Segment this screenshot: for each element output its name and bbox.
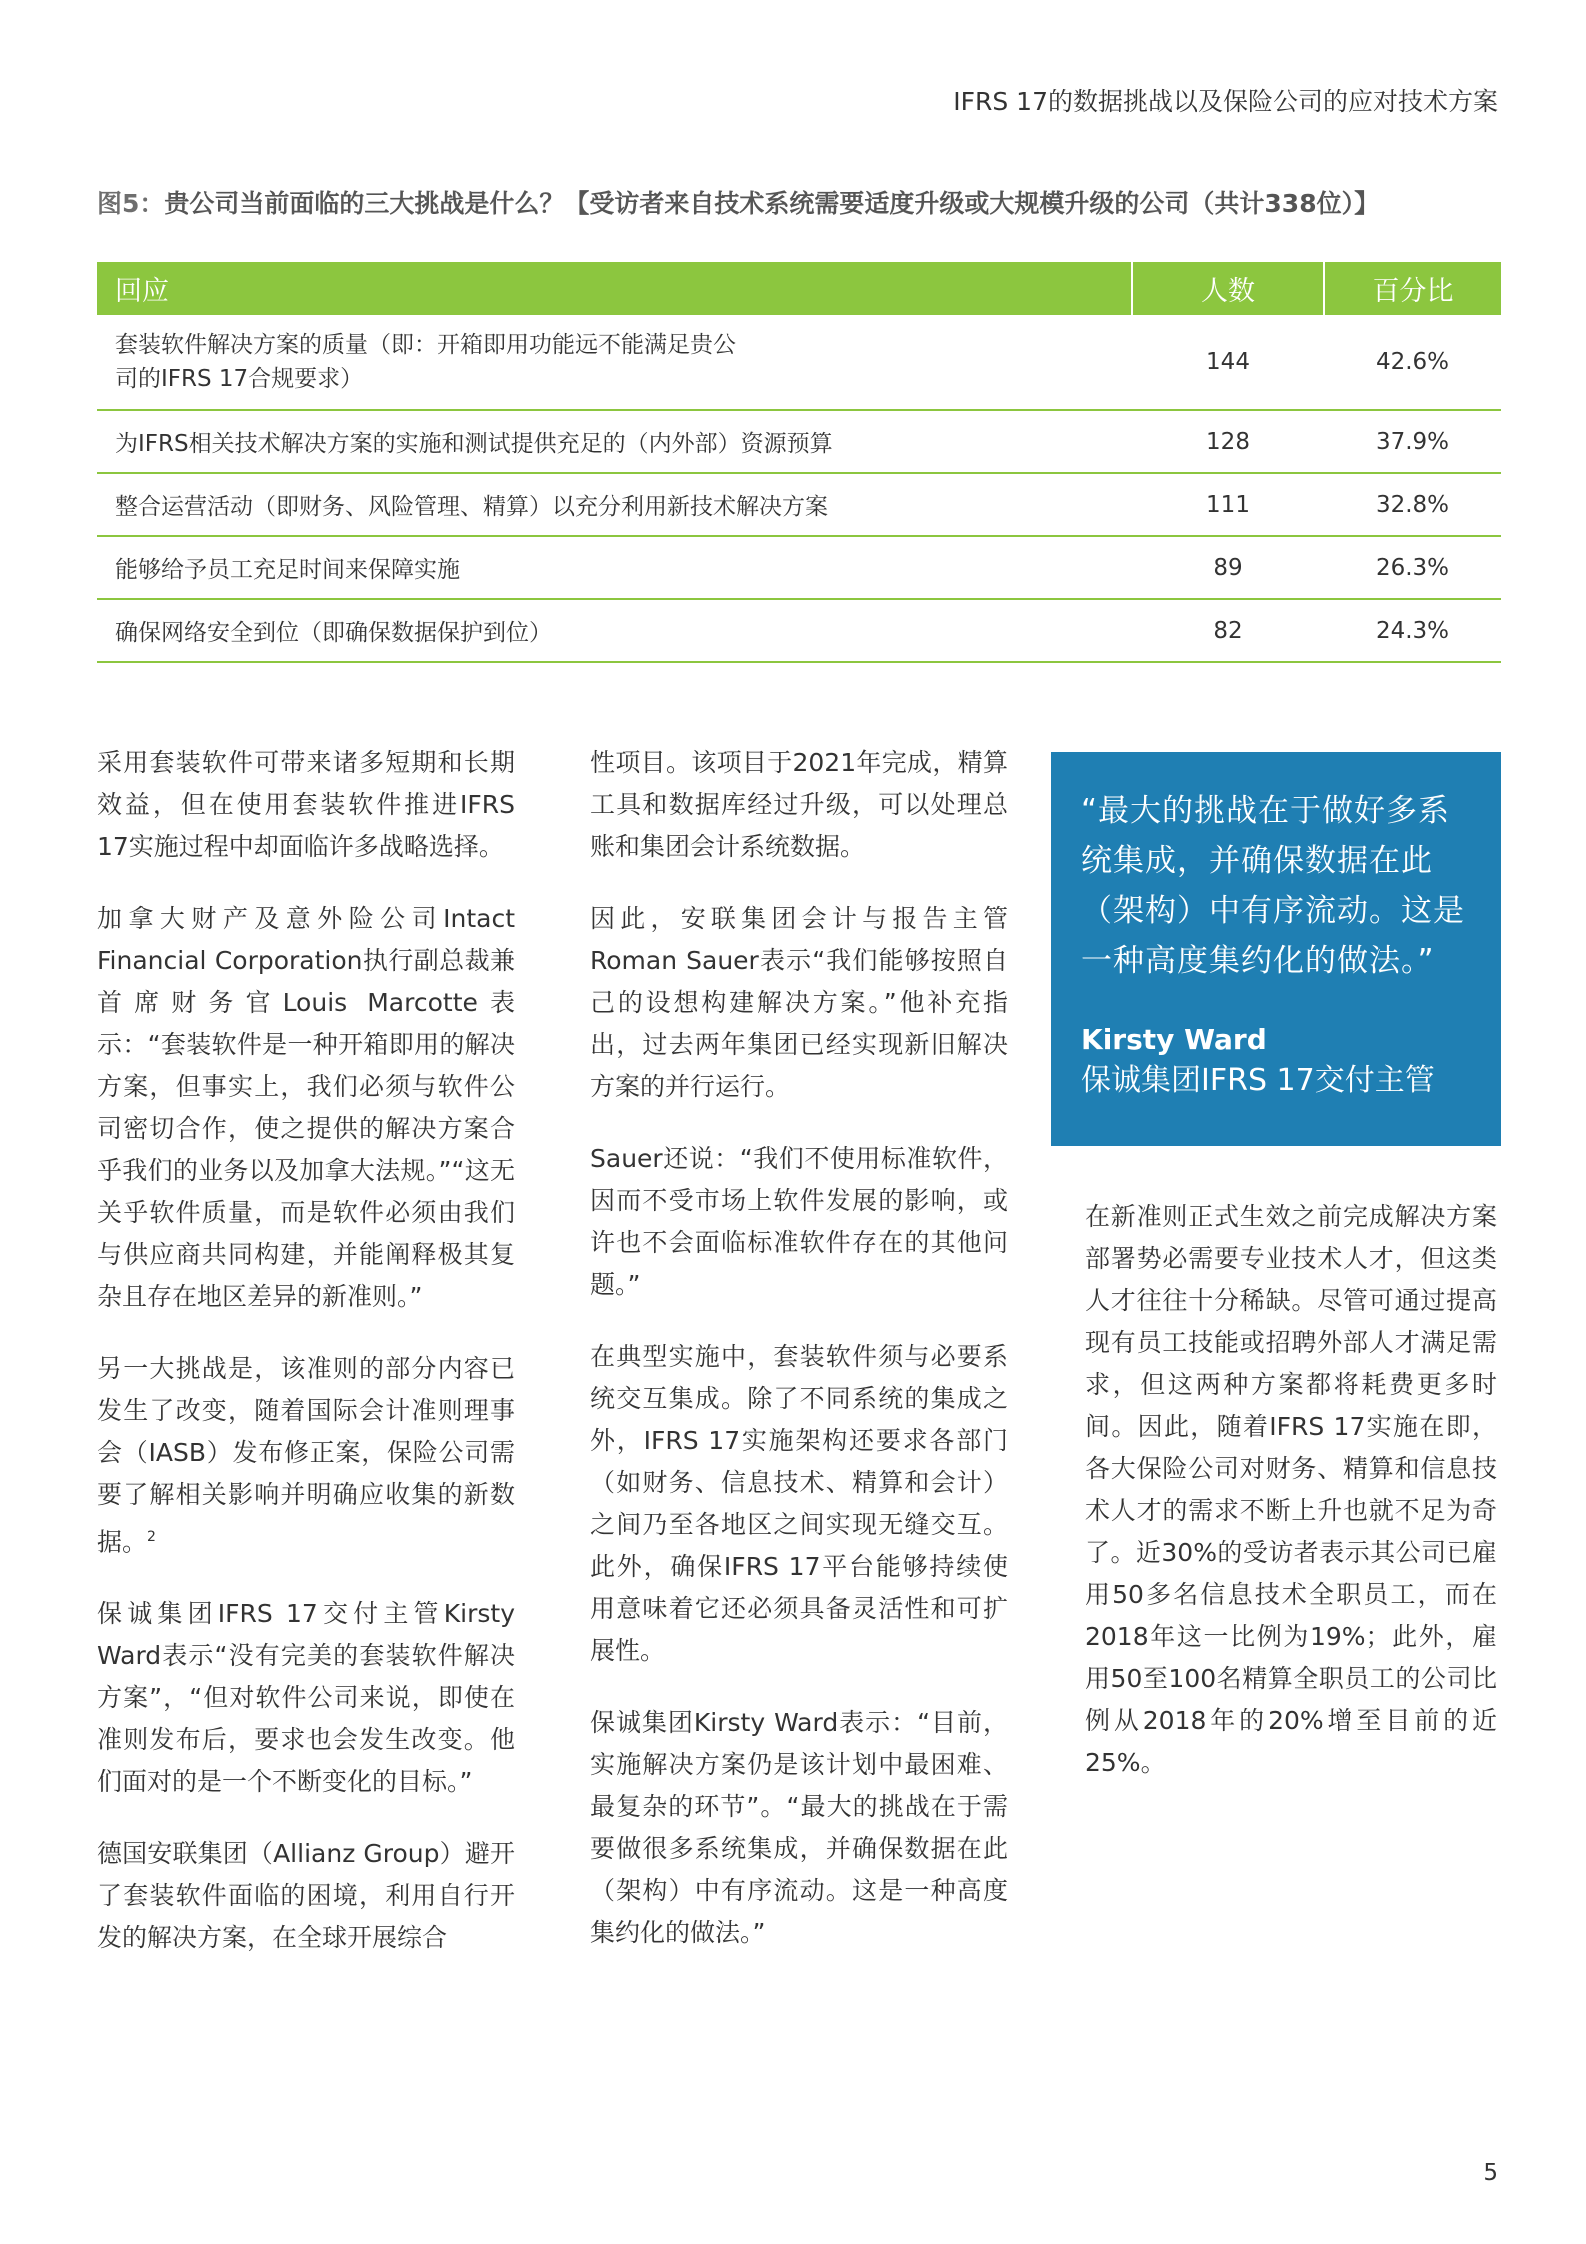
row-response: 确保网络安全到位（即确保数据保护到位） xyxy=(97,599,1132,662)
quote-text: “最大的挑战在于做好多系统集成，并确保数据在此（架构）中有序流动。这是一种高度集约化的做法。” xyxy=(1081,793,1465,979)
row-count: 128 xyxy=(1132,410,1324,473)
quote-author: Kirsty Ward xyxy=(1081,1023,1267,1056)
table-row xyxy=(97,473,1501,536)
row-count: 144 xyxy=(1132,315,1324,410)
table-row xyxy=(97,536,1501,599)
figure-label: 图5： xyxy=(97,189,165,218)
paragraph: 性项目。该项目于2021年完成，精算工具和数据库经过升级，可以处理总账和集团会计系统数据。 xyxy=(590,748,1008,861)
body-column-1 xyxy=(97,742,515,1989)
paragraph: Sauer还说：“我们不使用标准软件，因而不受市场上软件发展的影响，或许也不会面临标准软件存在的其他问题。” xyxy=(590,1144,1008,1299)
figure-caption: 贵公司当前面临的三大挑战是什么？【受访者来自技术系统需要适度升级或大规模升级的公司（共计338位）】 xyxy=(164,189,1380,218)
paragraph-text: 另一大挑战是，该准则的部分内容已发生了改变，随着国际会计准则理事会（IASB）发布修正案，保险公司需要了解相关影响并明确应收集的新数据。 xyxy=(97,1354,515,1557)
page-number: 5 xyxy=(1483,2160,1498,2186)
footnote-ref: 2 xyxy=(147,1529,156,1545)
figure-title xyxy=(97,184,1379,220)
body-column-2 xyxy=(590,742,1008,1984)
row-response: 能够给予员工充足时间来保障实施 xyxy=(97,536,1132,599)
row-count: 89 xyxy=(1132,536,1324,599)
row-percent: 42.6% xyxy=(1324,315,1501,410)
paragraph: 因此，安联集团会计与报告主管Roman Sauer表示“我们能够按照自己的设想构建解决方案。”他补充指出，过去两年集团已经实现新旧解决方案的并行运行。 xyxy=(590,904,1008,1101)
response-table xyxy=(97,262,1501,663)
row-percent: 32.8% xyxy=(1324,473,1501,536)
pull-quote xyxy=(1051,752,1501,1146)
row-count: 111 xyxy=(1132,473,1324,536)
paragraph: 在典型实施中，套装软件须与必要系统交互集成。除了不同系统的集成之外，IFRS 17实施架构还要求各部门（如财务、信息技术、精算和会计）之间乃至各地区之间实现无缝交互。此外，确保IFRS 17平台能够持续使用意味着它还必须具备灵活性和可扩展性。 xyxy=(590,1342,1008,1665)
col-header-count: 人数 xyxy=(1132,262,1324,315)
table-row xyxy=(97,315,1501,410)
paragraph: 采用套装软件可带来诸多短期和长期效益，但在使用套装软件推进IFRS 17实施过程中却面临许多战略选择。 xyxy=(97,748,515,861)
table-row xyxy=(97,410,1501,473)
col-header-percent: 百分比 xyxy=(1324,262,1501,315)
running-header: IFRS 17的数据挑战以及保险公司的应对技术方案 xyxy=(953,87,1498,116)
row-response: 套装软件解决方案的质量（即：开箱即用功能远不能满足贵公司的IFRS 17合规要求） xyxy=(97,315,1132,410)
paragraph: 保诚集团Kirsty Ward表示：“目前，实施解决方案仍是该计划中最困难、最复杂的环节”。“最大的挑战在于需要做很多系统集成，并确保数据在此（架构）中有序流动。这是一种高度集约化的做法。” xyxy=(590,1708,1008,1947)
row-percent: 37.9% xyxy=(1324,410,1501,473)
body-column-3 xyxy=(1085,1196,1497,1814)
row-response: 为IFRS相关技术解决方案的实施和测试提供充足的（内外部）资源预算 xyxy=(97,410,1132,473)
quote-author-role: 保诚集团IFRS 17交付主管 xyxy=(1081,1063,1435,1098)
paragraph xyxy=(97,1348,515,1563)
paragraph: 保诚集团IFRS 17交付主管Kirsty Ward表示“没有完美的套装软件解决方案”，“但对软件公司来说，即使在准则发布后，要求也会发生改变。他们面对的是一个不断变化的目标。” xyxy=(97,1599,515,1797)
table-row xyxy=(97,599,1501,662)
row-count: 82 xyxy=(1132,599,1324,662)
paragraph: 加拿大财产及意外险公司Intact Financial Corporation执行副总裁兼首席财务官Louis Marcotte表示：“套装软件是一种开箱即用的解决方案，但事实上，我们必须与软件公司密切合作，使之提供的解决方案合乎我们的业务以及加拿大法规。”“这无关乎软件质量，而是软件必须由我们与供应商共同构建，并能阐释极其复杂且存在地区差异的新准则。” xyxy=(97,904,515,1311)
paragraph: 在新准则正式生效之前完成解决方案部署势必需要专业技术人才，但这类人才往往十分稀缺。尽管可通过提高现有员工技能或招聘外部人才满足需求，但这两种方案都将耗费更多时间。因此，随着IFRS 17实施在即，各大保险公司对财务、精算和信息技术人才的需求不断上升也就不足为奇了。近30%的受访者表示其公司已雇用50多名信息技术全职员工，而在2018年这一比例为19%；此外，雇用50至100名精算全职员工的公司比例从2018年的20%增至目前的近25%。 xyxy=(1085,1202,1497,1777)
row-percent: 24.3% xyxy=(1324,599,1501,662)
paragraph: 德国安联集团（Allianz Group）避开了套装软件面临的困境，利用自行开发的解决方案，在全球开展综合 xyxy=(97,1839,515,1953)
row-response: 整合运营活动（即财务、风险管理、精算）以充分利用新技术解决方案 xyxy=(97,473,1132,536)
row-percent: 26.3% xyxy=(1324,536,1501,599)
col-header-response: 回应 xyxy=(97,262,1132,315)
